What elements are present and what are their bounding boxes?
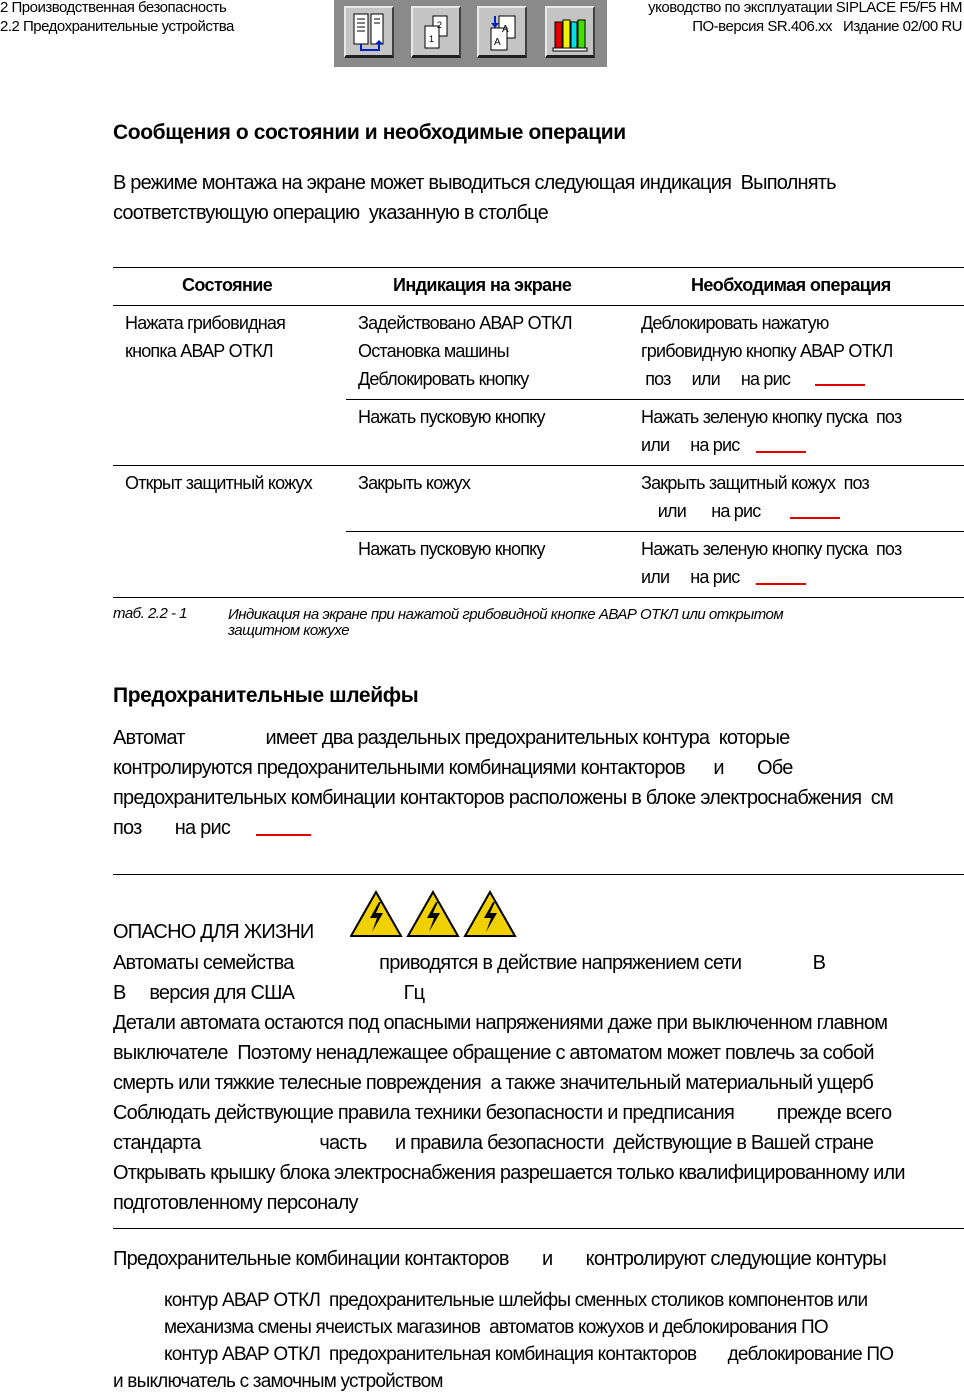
danger-text-line: В версия для США Гц xyxy=(113,982,425,1004)
list-item-continuation: и выключатель с замочным устройством xyxy=(113,1371,443,1392)
table-cell: Деблокировать нажатую xyxy=(641,313,829,333)
column-header: Индикация на экране xyxy=(393,275,572,295)
back-icon xyxy=(483,12,523,54)
danger-text-line: выключателе Поэтому ненадлежащее обращение с автоматом может повлечь за собой xyxy=(113,1042,874,1064)
list-item: контур АВАР ОТКЛ предохранительные шлейфы сменных столиков компонентов или xyxy=(164,1290,868,1311)
figure-reference-link[interactable] xyxy=(256,834,311,836)
table-cell: поз или на рис xyxy=(641,369,791,389)
figure-reference-link[interactable] xyxy=(756,583,806,585)
paragraph-line: В режиме монтажа на экране может выводиться следующая индикация Выполнять xyxy=(113,172,836,194)
table-cell: Деблокировать кнопку xyxy=(358,369,529,389)
chapter-title: 2 Производственная безопасность xyxy=(0,0,227,16)
paragraph-line: Автомат имеет два раздельных предохранительных контура которые xyxy=(113,727,790,749)
table-cell: Нажать пусковую кнопку xyxy=(358,407,545,427)
table-cell: Нажата грибовидная xyxy=(125,313,286,333)
version-info: ПО-версия SR.406.xx Издание 02/00 RU xyxy=(692,18,962,35)
table-cell: кнопка АВАР ОТКЛ xyxy=(125,341,273,361)
header-rule xyxy=(113,305,964,306)
paragraph-line: поз на рис xyxy=(113,817,231,839)
column-header: Необходимая операция xyxy=(691,275,891,295)
contents-button[interactable] xyxy=(344,6,394,58)
back-button[interactable] xyxy=(477,6,527,58)
table-caption: Индикация на экране при нажатой грибовидной кнопке АВАР ОТКЛ или открытом xyxy=(228,606,784,623)
table-cell: или на рис xyxy=(641,435,740,455)
high-voltage-warning-icon xyxy=(350,890,520,940)
library-icon xyxy=(551,12,591,54)
table-caption: защитном кожухе xyxy=(228,622,350,639)
list-item: контур АВАР ОТКЛ предохранительная комбинация контакторов деблокирование ПО xyxy=(164,1344,894,1365)
table-cell: Закрыть кожух xyxy=(358,473,471,493)
table-cell: грибовидную кнопку АВАР ОТКЛ xyxy=(641,341,893,361)
danger-label: ОПАСНО ДЛЯ ЖИЗНИ xyxy=(113,921,314,943)
table-cell: Нажать зеленую кнопку пуска поз xyxy=(641,407,902,427)
heading-safety-loops: Предохранительные шлейфы xyxy=(113,684,419,707)
danger-top-rule xyxy=(113,874,964,875)
danger-text-line: Соблюдать действующие правила техники безопасности и предписания прежде всего xyxy=(113,1102,892,1124)
table-cell: Задействовано АВАР ОТКЛ xyxy=(358,313,572,333)
danger-text-line: Автоматы семейства приводятся в действие напряжением сети В xyxy=(113,952,826,974)
list-item: механизма смены ячеистых магазинов автоматов кожухов и деблокирования ПО xyxy=(164,1317,828,1338)
svg-text:1: 1 xyxy=(429,34,435,44)
figure-reference-link[interactable] xyxy=(756,451,806,453)
paragraph-line: Предохранительные комбинации контакторов и контролируют следующие контуры xyxy=(113,1248,886,1270)
contents-icon xyxy=(350,12,390,54)
svg-text:2: 2 xyxy=(437,20,443,30)
pages-icon xyxy=(417,12,457,54)
paragraph-line: соответствующую операцию указанную в столбце xyxy=(113,202,548,224)
table-caption-number: таб. 2.2 - 1 xyxy=(113,605,187,622)
table-cell: или на рис xyxy=(641,567,740,587)
danger-text-line: Детали автомата остаются под опасными напряжениями даже при выключенном главном xyxy=(113,1012,888,1034)
section-title: 2.2 Предохранительные устройства xyxy=(0,18,234,35)
row-rule xyxy=(113,465,964,466)
row-rule xyxy=(346,399,964,400)
svg-text:A: A xyxy=(494,37,501,48)
table-cell: Закрыть защитный кожух поз xyxy=(641,473,869,493)
library-button[interactable] xyxy=(545,6,595,58)
figure-reference-link[interactable] xyxy=(815,384,865,386)
navigation-toolbar xyxy=(334,0,607,67)
row-rule xyxy=(346,531,964,532)
danger-text-line: смерть или тяжкие телесные повреждения а также значительный материальный ущерб xyxy=(113,1072,874,1094)
heading-status-messages: Сообщения о состоянии и необходимые операции xyxy=(113,121,626,144)
pages-button[interactable] xyxy=(411,6,461,58)
svg-text:A: A xyxy=(502,24,509,35)
danger-text-line: Открывать крышку блока электроснабжения разрешается только квалифицированному или xyxy=(113,1162,905,1184)
manual-title: уководство по эксплуатации SIPLACE F5/F5 HM xyxy=(648,0,962,16)
table-cell: или на рис xyxy=(641,501,761,521)
table-cell: Нажать пусковую кнопку xyxy=(358,539,545,559)
table-cell: Открыт защитный кожух xyxy=(125,473,312,493)
paragraph-line: предохранительных комбинации контакторов расположены в блоке электроснабжения см xyxy=(113,787,893,809)
danger-text-line: стандарта часть и правила безопасности действующие в Вашей стране xyxy=(113,1132,874,1154)
paragraph-line: контролируются предохранительными комбинациями контакторов и Обе xyxy=(113,757,793,779)
table-cell: Остановка машины xyxy=(358,341,509,361)
danger-bottom-rule xyxy=(113,1228,964,1229)
danger-text-line: подготовленному персоналу xyxy=(113,1192,358,1214)
table-top-rule xyxy=(113,267,964,268)
table-cell: Нажать зеленую кнопку пуска поз xyxy=(641,539,902,559)
table-bottom-rule xyxy=(113,597,964,598)
figure-reference-link[interactable] xyxy=(790,517,840,519)
column-header: Состояние xyxy=(182,275,273,295)
